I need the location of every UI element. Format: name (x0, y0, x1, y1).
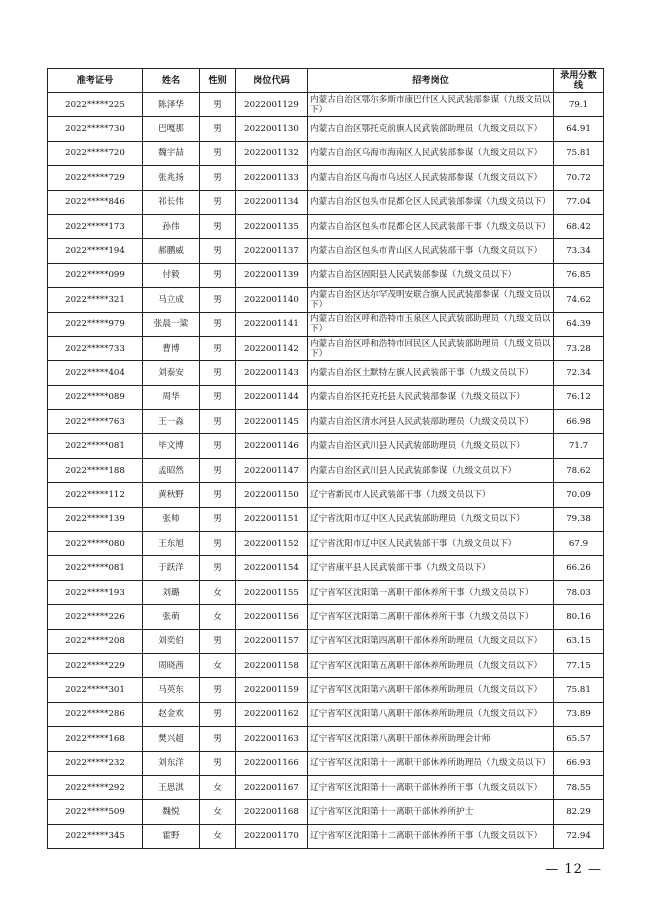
cell-post-code: 2022001134 (236, 190, 308, 214)
cell-name: 祁长伟 (143, 190, 200, 214)
cell-post: 内蒙古自治区清水河县人民武装部助理员（九级文员以下） (308, 410, 554, 434)
cell-post: 内蒙古自治区固阳县人民武装部参谋（九级文员以下） (308, 263, 554, 287)
cell-post-code: 2022001143 (236, 361, 308, 385)
cell-score: 75.81 (554, 141, 604, 165)
cell-name: 孟昭然 (143, 458, 200, 482)
cell-post: 内蒙古自治区乌海市海南区人民武装部参谋（九级文员以下） (308, 141, 554, 165)
cell-name: 张萌 (143, 605, 200, 629)
cell-gender: 男 (200, 93, 236, 117)
cell-exam-id: 2022*****733 (48, 336, 143, 360)
table-row (48, 775, 604, 799)
cell-post-code: 2022001151 (236, 507, 308, 531)
cell-post-code: 2022001135 (236, 214, 308, 238)
cell-score: 71.7 (554, 434, 604, 458)
cell-exam-id: 2022*****763 (48, 410, 143, 434)
cell-name: 付毅 (143, 263, 200, 287)
table-row (48, 629, 604, 653)
cell-post-code: 2022001159 (236, 678, 308, 702)
cell-score: 67.9 (554, 532, 604, 556)
cell-name: 张晨一粱 (143, 312, 200, 336)
table-row (48, 727, 604, 751)
cell-post-code: 2022001155 (236, 580, 308, 604)
cell-name: 毕文博 (143, 434, 200, 458)
cell-post-code: 2022001147 (236, 458, 308, 482)
cell-post: 内蒙古自治区武川县人民武装部助理员（九级文员以下） (308, 434, 554, 458)
table-row (48, 385, 604, 409)
cell-exam-id: 2022*****229 (48, 653, 143, 677)
cell-post-code: 2022001132 (236, 141, 308, 165)
table-row (48, 824, 604, 848)
cell-post-code: 2022001154 (236, 556, 308, 580)
table-row (48, 556, 604, 580)
cell-name: 王思淇 (143, 775, 200, 799)
cell-score: 79.38 (554, 507, 604, 531)
header-gender: 性别 (200, 69, 236, 93)
cell-post: 辽宁省军区沈阳第十一离职干部休养所护士 (308, 800, 554, 824)
cell-gender: 男 (200, 507, 236, 531)
cell-exam-id: 2022*****225 (48, 93, 143, 117)
cell-post: 内蒙古自治区包头市昆都仑区人民武装部干事（九级文员以下） (308, 214, 554, 238)
cell-name: 马立成 (143, 288, 200, 312)
cell-gender: 女 (200, 580, 236, 604)
cell-score: 70.09 (554, 483, 604, 507)
cell-post-code: 2022001140 (236, 288, 308, 312)
cell-gender: 男 (200, 214, 236, 238)
cell-post-code: 2022001130 (236, 117, 308, 141)
cell-post: 内蒙古自治区包头市青山区人民武装部干事（九级文员以下） (308, 239, 554, 263)
cell-gender: 女 (200, 800, 236, 824)
table-row (48, 702, 604, 726)
cell-post-code: 2022001146 (236, 434, 308, 458)
table-row (48, 312, 604, 336)
cell-post: 内蒙古自治区鄂托克前旗人民武装部助理员（九级文员以下） (308, 117, 554, 141)
table-row (48, 800, 604, 824)
cell-gender: 男 (200, 483, 236, 507)
header-name: 姓名 (143, 69, 200, 93)
cell-gender: 男 (200, 190, 236, 214)
cell-name: 郝鹏威 (143, 239, 200, 263)
cell-gender: 女 (200, 775, 236, 799)
cell-name: 樊兴超 (143, 727, 200, 751)
cell-score: 63.15 (554, 629, 604, 653)
cell-exam-id: 2022*****720 (48, 141, 143, 165)
cell-score: 74.62 (554, 288, 604, 312)
cell-gender: 男 (200, 751, 236, 775)
cell-exam-id: 2022*****188 (48, 458, 143, 482)
table-row (48, 190, 604, 214)
cell-post: 辽宁省沈阳市辽中区人民武装部助理员（九级文员以下） (308, 507, 554, 531)
cell-name: 陈泽华 (143, 93, 200, 117)
cell-post-code: 2022001167 (236, 775, 308, 799)
cell-exam-id: 2022*****730 (48, 117, 143, 141)
cell-score: 72.34 (554, 361, 604, 385)
cell-score: 77.04 (554, 190, 604, 214)
cell-gender: 男 (200, 434, 236, 458)
cell-post: 辽宁省军区沈阳第六离职干部休养所助理员（九级文员以下） (308, 678, 554, 702)
cell-score: 72.94 (554, 824, 604, 848)
cell-name: 周晓茜 (143, 653, 200, 677)
cell-gender: 男 (200, 312, 236, 336)
cell-score: 70.72 (554, 166, 604, 190)
cell-post-code: 2022001166 (236, 751, 308, 775)
cell-score: 64.91 (554, 117, 604, 141)
table-row (48, 93, 604, 117)
cell-post-code: 2022001170 (236, 824, 308, 848)
cell-post-code: 2022001152 (236, 532, 308, 556)
header-score: 录用分数线 (554, 69, 604, 93)
cell-post-code: 2022001162 (236, 702, 308, 726)
cell-name: 周华 (143, 385, 200, 409)
header-post-code: 岗位代码 (236, 69, 308, 93)
cell-gender: 男 (200, 702, 236, 726)
table-row (48, 361, 604, 385)
cell-post: 内蒙古自治区包头市昆都仑区人民武装部参谋（九级文员以下） (308, 190, 554, 214)
cell-gender: 男 (200, 678, 236, 702)
cell-exam-id: 2022*****404 (48, 361, 143, 385)
table-body (48, 93, 604, 849)
cell-name: 刘泰安 (143, 361, 200, 385)
table-row (48, 532, 604, 556)
cell-gender: 女 (200, 605, 236, 629)
cell-gender: 男 (200, 117, 236, 141)
cell-gender: 男 (200, 458, 236, 482)
cell-post: 内蒙古自治区土默特左旗人民武装部干事（九级文员以下） (308, 361, 554, 385)
table-row (48, 166, 604, 190)
cell-exam-id: 2022*****139 (48, 507, 143, 531)
cell-exam-id: 2022*****321 (48, 288, 143, 312)
cell-score: 82.29 (554, 800, 604, 824)
cell-score: 73.34 (554, 239, 604, 263)
cell-exam-id: 2022*****194 (48, 239, 143, 263)
table-row (48, 410, 604, 434)
cell-score: 78.62 (554, 458, 604, 482)
cell-score: 76.85 (554, 263, 604, 287)
cell-score: 75.81 (554, 678, 604, 702)
cell-post: 辽宁省军区沈阳第一离职干部休养所干事（九级文员以下） (308, 580, 554, 604)
cell-post-code: 2022001157 (236, 629, 308, 653)
cell-exam-id: 2022*****286 (48, 702, 143, 726)
cell-post: 辽宁省军区沈阳第十一离职干部休养所干事（九级文员以下） (308, 775, 554, 799)
cell-score: 78.03 (554, 580, 604, 604)
cell-post: 辽宁省军区沈阳第五离职干部休养所助理员（九级文员以下） (308, 653, 554, 677)
cell-post: 辽宁省新民市人民武装部干事（九级文员以下） (308, 483, 554, 507)
cell-post-code: 2022001139 (236, 263, 308, 287)
cell-name: 张帅 (143, 507, 200, 531)
header-post: 招考岗位 (308, 69, 554, 93)
cell-gender: 男 (200, 361, 236, 385)
cell-post: 辽宁省军区沈阳第十一离职干部休养所助理员（九级文员以下） (308, 751, 554, 775)
admission-score-table (47, 68, 604, 849)
table-row (48, 507, 604, 531)
cell-gender: 男 (200, 263, 236, 287)
cell-post: 内蒙古自治区托克托县人民武装部参谋（九级文员以下） (308, 385, 554, 409)
cell-post-code: 2022001129 (236, 93, 308, 117)
table-header-row (48, 69, 604, 93)
cell-name: 曹博 (143, 336, 200, 360)
cell-score: 66.26 (554, 556, 604, 580)
table-row (48, 678, 604, 702)
cell-post: 辽宁省军区沈阳第二离职干部休养所干事（九级文员以下） (308, 605, 554, 629)
cell-post-code: 2022001150 (236, 483, 308, 507)
cell-name: 王东旭 (143, 532, 200, 556)
table-row (48, 263, 604, 287)
cell-name: 张兆扬 (143, 166, 200, 190)
table-row (48, 239, 604, 263)
cell-gender: 男 (200, 727, 236, 751)
cell-exam-id: 2022*****081 (48, 434, 143, 458)
cell-score: 68.42 (554, 214, 604, 238)
cell-post: 辽宁省沈阳市辽中区人民武装部干事（九级文员以下） (308, 532, 554, 556)
cell-post: 辽宁省康平县人民武装部干事（九级文员以下） (308, 556, 554, 580)
cell-post-code: 2022001141 (236, 312, 308, 336)
cell-exam-id: 2022*****193 (48, 580, 143, 604)
cell-score: 80.16 (554, 605, 604, 629)
table-row (48, 117, 604, 141)
cell-post-code: 2022001163 (236, 727, 308, 751)
page-number: — 12 — (545, 862, 602, 877)
table-row (48, 288, 604, 312)
cell-post: 内蒙古自治区鄂尔多斯市康巴什区人民武装部参谋（九级文员以下） (308, 93, 554, 117)
cell-gender: 男 (200, 410, 236, 434)
cell-post-code: 2022001145 (236, 410, 308, 434)
cell-post: 内蒙古自治区武川县人民武装部参谋（九级文员以下） (308, 458, 554, 482)
cell-gender: 男 (200, 336, 236, 360)
cell-name: 黄秋野 (143, 483, 200, 507)
cell-post-code: 2022001168 (236, 800, 308, 824)
cell-gender: 男 (200, 629, 236, 653)
cell-gender: 男 (200, 166, 236, 190)
cell-score: 65.57 (554, 727, 604, 751)
cell-score: 66.93 (554, 751, 604, 775)
cell-gender: 女 (200, 824, 236, 848)
cell-gender: 男 (200, 556, 236, 580)
cell-exam-id: 2022*****292 (48, 775, 143, 799)
table-row (48, 605, 604, 629)
cell-score: 78.55 (554, 775, 604, 799)
cell-exam-id: 2022*****089 (48, 385, 143, 409)
cell-post: 辽宁省军区沈阳第四离职干部休养所助理员（九级文员以下） (308, 629, 554, 653)
cell-post-code: 2022001156 (236, 605, 308, 629)
cell-score: 73.89 (554, 702, 604, 726)
cell-exam-id: 2022*****173 (48, 214, 143, 238)
cell-post: 辽宁省军区沈阳第八离职干部休养所助理员（九级文员以下） (308, 702, 554, 726)
cell-name: 刘东洋 (143, 751, 200, 775)
cell-post: 辽宁省军区沈阳第十二离职干部休养所干事（九级文员以下） (308, 824, 554, 848)
cell-gender: 男 (200, 385, 236, 409)
cell-name: 魏宇喆 (143, 141, 200, 165)
cell-post: 内蒙古自治区呼和浩特市回民区人民武装部助理员（九级文员以下） (308, 336, 554, 360)
cell-exam-id: 2022*****208 (48, 629, 143, 653)
cell-post-code: 2022001137 (236, 239, 308, 263)
header-exam-id: 准考证号 (48, 69, 143, 93)
cell-name: 魏悦 (143, 800, 200, 824)
table-row (48, 483, 604, 507)
cell-name: 刘璐 (143, 580, 200, 604)
cell-name: 于跃洋 (143, 556, 200, 580)
cell-exam-id: 2022*****509 (48, 800, 143, 824)
cell-exam-id: 2022*****080 (48, 532, 143, 556)
cell-exam-id: 2022*****226 (48, 605, 143, 629)
cell-exam-id: 2022*****232 (48, 751, 143, 775)
cell-score: 76.12 (554, 385, 604, 409)
cell-post: 内蒙古自治区达尔罕茂明安联合旗人民武装部参谋（九级文员以下） (308, 288, 554, 312)
cell-exam-id: 2022*****979 (48, 312, 143, 336)
cell-gender: 男 (200, 532, 236, 556)
cell-gender: 男 (200, 141, 236, 165)
cell-name: 霍野 (143, 824, 200, 848)
cell-score: 73.28 (554, 336, 604, 360)
cell-exam-id: 2022*****846 (48, 190, 143, 214)
table-row (48, 653, 604, 677)
cell-score: 79.1 (554, 93, 604, 117)
cell-exam-id: 2022*****301 (48, 678, 143, 702)
cell-post-code: 2022001133 (236, 166, 308, 190)
table-row (48, 214, 604, 238)
cell-score: 77.15 (554, 653, 604, 677)
table-row (48, 580, 604, 604)
cell-post-code: 2022001142 (236, 336, 308, 360)
table-row (48, 336, 604, 360)
cell-post: 内蒙古自治区呼和浩特市玉泉区人民武装部助理员（九级文员以下） (308, 312, 554, 336)
cell-exam-id: 2022*****345 (48, 824, 143, 848)
cell-exam-id: 2022*****729 (48, 166, 143, 190)
table-row (48, 458, 604, 482)
table-row (48, 751, 604, 775)
cell-exam-id: 2022*****099 (48, 263, 143, 287)
cell-gender: 男 (200, 288, 236, 312)
cell-score: 64.39 (554, 312, 604, 336)
cell-name: 马英东 (143, 678, 200, 702)
cell-name: 刘奕伯 (143, 629, 200, 653)
cell-post-code: 2022001158 (236, 653, 308, 677)
cell-gender: 男 (200, 239, 236, 263)
cell-post: 辽宁省军区沈阳第八离职干部休养所助理会计师 (308, 727, 554, 751)
cell-name: 巴嘎那 (143, 117, 200, 141)
cell-post: 内蒙古自治区乌海市乌达区人民武装部参谋（九级文员以下） (308, 166, 554, 190)
cell-exam-id: 2022*****168 (48, 727, 143, 751)
table-row (48, 434, 604, 458)
cell-post-code: 2022001144 (236, 385, 308, 409)
cell-name: 孙伟 (143, 214, 200, 238)
cell-name: 赵金欢 (143, 702, 200, 726)
table-row (48, 141, 604, 165)
cell-gender: 女 (200, 653, 236, 677)
cell-exam-id: 2022*****081 (48, 556, 143, 580)
cell-score: 66.98 (554, 410, 604, 434)
cell-name: 王一淼 (143, 410, 200, 434)
cell-exam-id: 2022*****112 (48, 483, 143, 507)
